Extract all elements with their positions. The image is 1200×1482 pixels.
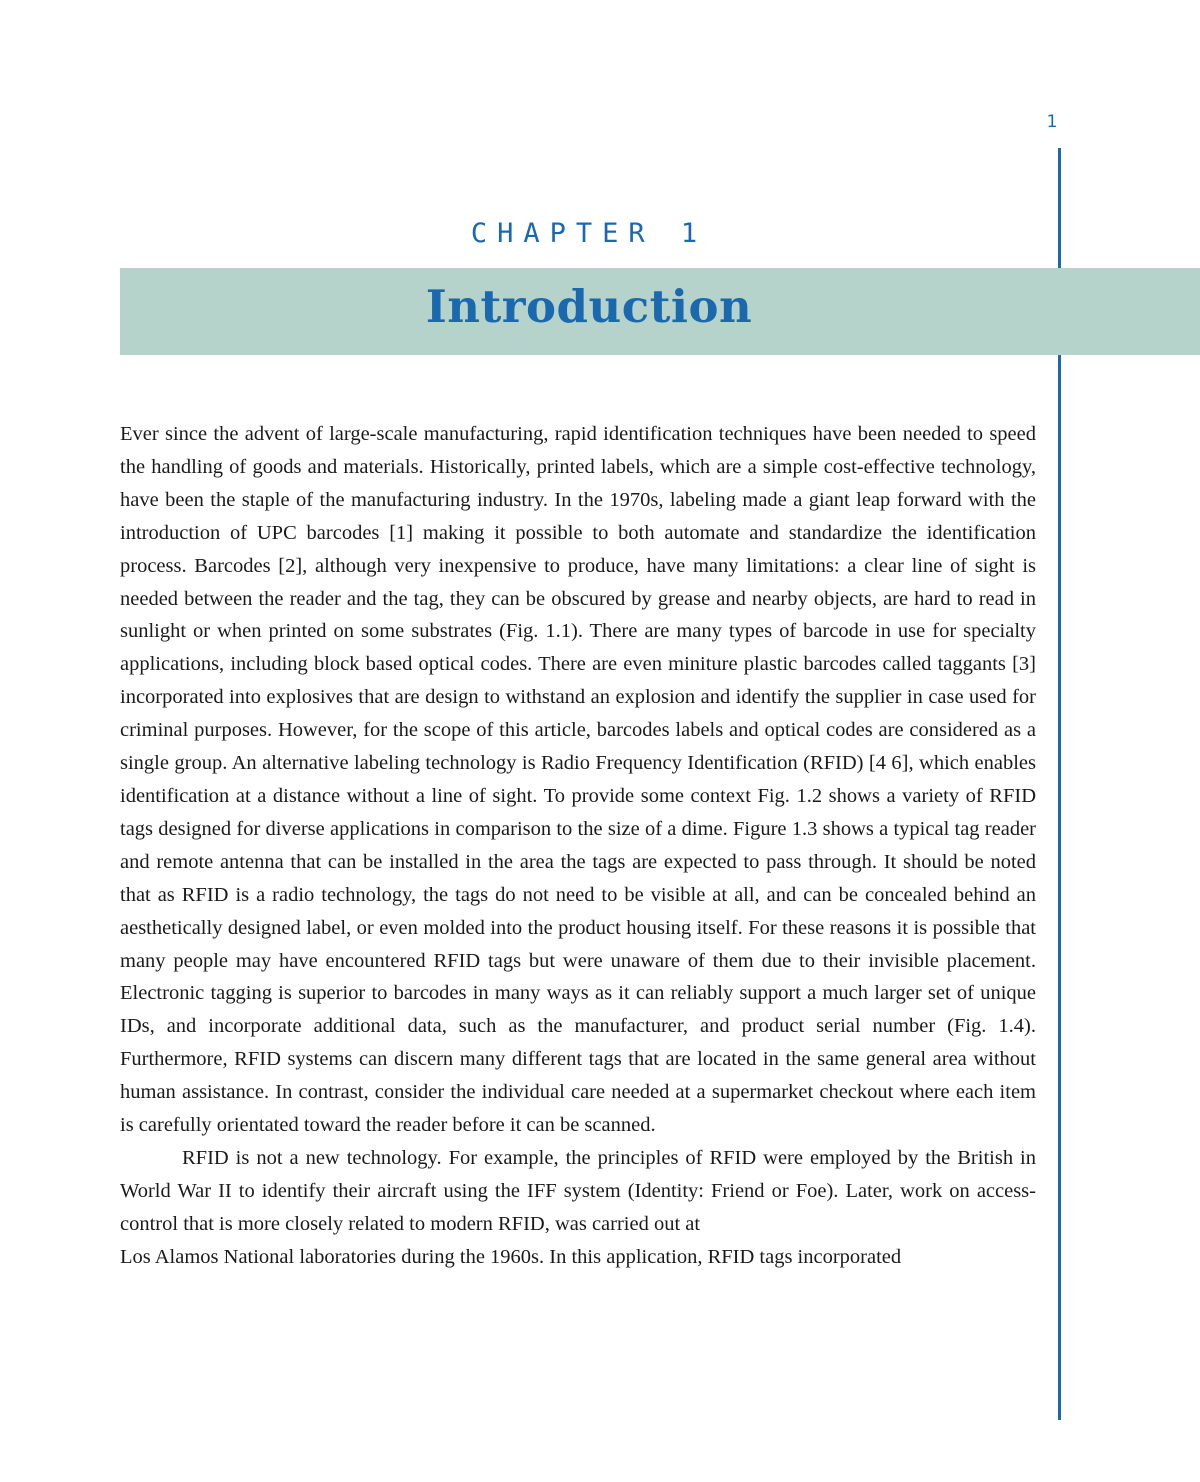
paragraph-1: Ever since the advent of large-scale manufacturing, rapid identification techniques have been needed to speed the handling of goods and materials. Historically, printed labels, which are a simple cost-effective technology, have been the staple of the manufacturing industry. In the 1970s, labeling made a giant leap forward with the introduction of UPC barcodes [1] making it possible to both automate and standardize the identification process. Barcodes [2], although very inexpensive to produce, have many limitations: a clear line of sight is needed between the reader and the tag, they can be obscured by grease and nearby objects, are hard to read in sunlight or when printed on some substrates (Fig. 1.1). There are many types of barcode in use for specialty applications, including block based optical codes. There are even miniture plastic barcodes called taggants [3] incorporated into explosives that are design to withstand an explosion and identify the supplier in case used for criminal purposes. However, for the scope of this article, barcodes labels and optical codes are considered as a single group. An alternative labeling technology is Radio Frequency Identification (RFID) [4 6], which enables identification at a distance without a line of sight. To provide some context Fig. 1.2 shows a variety of RFID tags designed for diverse applications in comparison to the size of a dime. Figure 1.3 shows a typical tag reader and remote antenna that can be installed in the area the tags are expected to pass through. It should be noted that as RFID is a radio technology, the tags do not need to be visible at all, and can be concealed behind an aesthetically designed label, or even molded into the product housing itself. For these reasons it is possible that many people may have encountered RFID tags but were unaware of them due to their invisible placement. Electronic tagging is superior to barcodes in many ways as it can reliably support a much larger set of unique IDs, and incorporate additional data, such as the manufacturer, and product serial number (Fig. 1.4). Furthermore, RFID systems can discern many different tags that are located in the same general area without human assistance. In contrast, consider the individual care needed at a supermarket checkout where each item is carefully orientated toward the reader before it can be scanned.	[120, 423, 1036, 1137]
chapter-label: CHAPTER 1	[470, 218, 708, 249]
paragraph-3: Los Alamos National laboratories during the 1960s. In this application, RFID tags incorporated	[120, 1245, 902, 1268]
chapter-title: Introduction	[425, 280, 753, 333]
paragraph-2: RFID is not a new technology. For example, the principles of RFID were employed by the British in World War II to identify their aircraft using the IFF system (Identity: Friend or Foe). Later, work on access-control that is more closely related to modern RFID, was carried out at	[120, 1146, 1036, 1235]
body-text	[120, 418, 1036, 1274]
page-number: 1	[1046, 112, 1058, 132]
